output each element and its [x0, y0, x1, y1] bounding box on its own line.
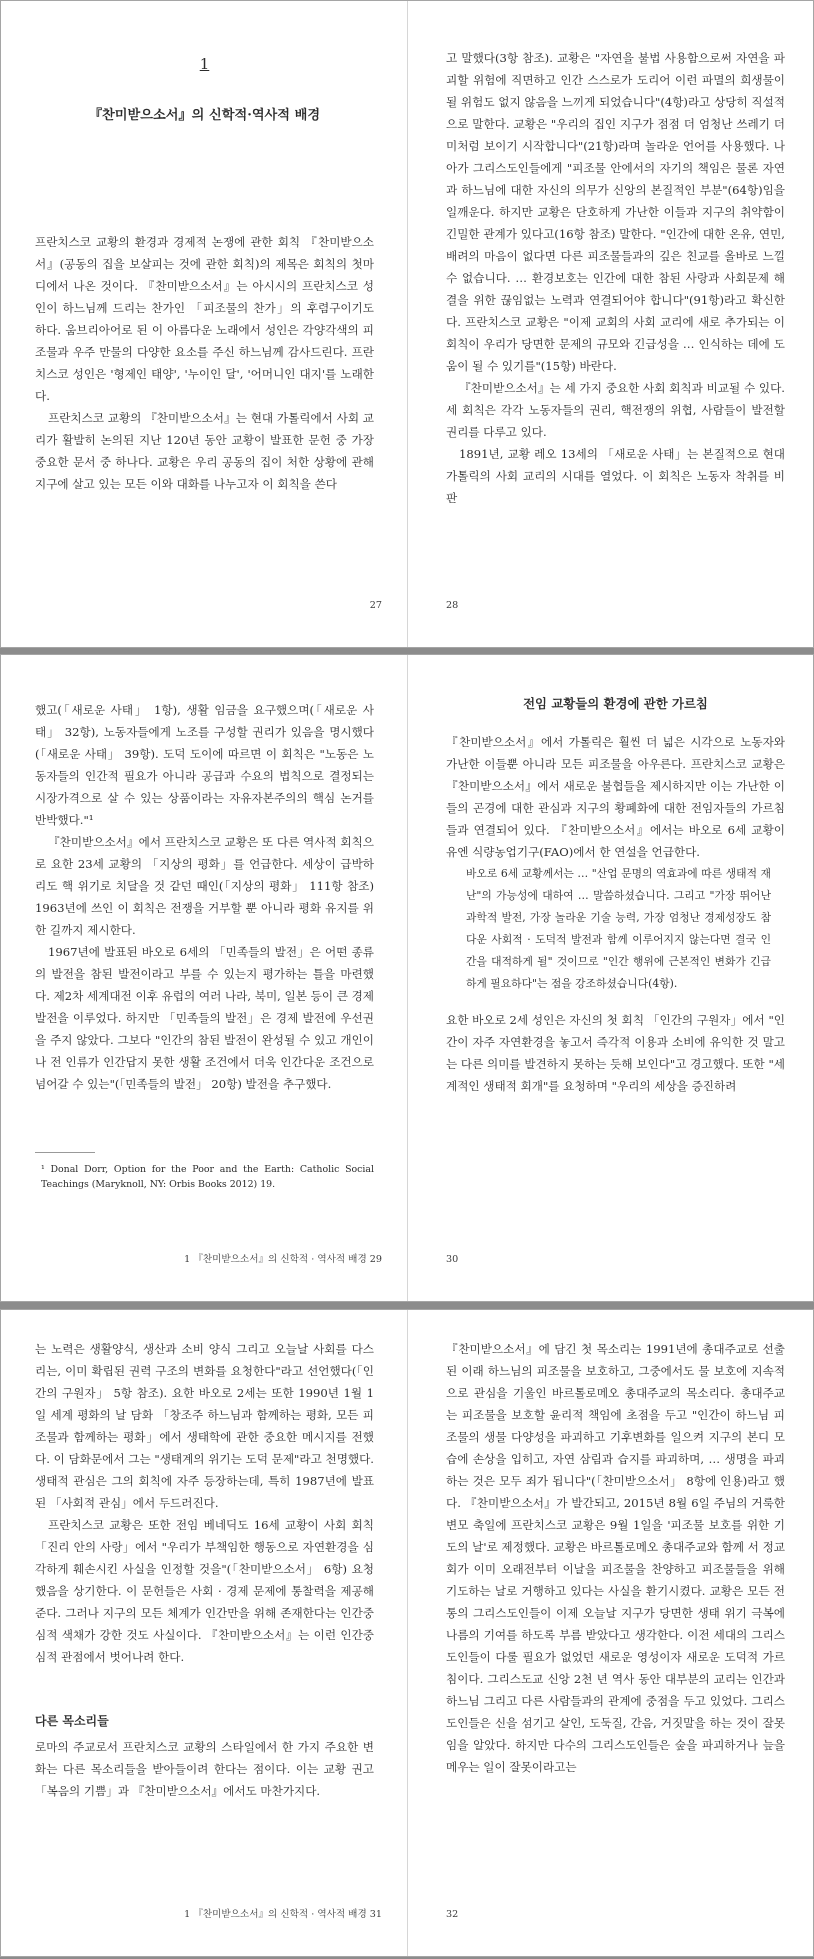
paragraph: 『찬미받으소서』에서 프란치스코 교황은 또 다른 역사적 회칙으로 요한 23세 교황의 「지상의 평화」를 언급한다. 세상이 급박하리도 핵 위기로 치달을 것 같던 때인(「지상의 평화」 111항 참조) 1963년에 쓰인 이 회칙은 전쟁을 거부할 뿐 아니라 평화 유지를 위한 길까지 제시한다. [35, 835, 374, 937]
paragraph: 1891년, 교황 레오 13세의 「새로운 사태」는 본질적으로 현대 가톨릭의 사회 교리의 시대를 열었다. 이 회칙은 노동자 착취를 비판 [446, 447, 785, 505]
page-28 [408, 1, 814, 647]
running-head: 1 『찬미받으소서』의 신학적 · 역사적 배경 [184, 1909, 367, 1920]
body-text [35, 1338, 374, 1668]
paragraph: 는 노력은 생활양식, 생산과 소비 양식 그리고 오늘날 사회를 다스리는, 이미 확립된 권력 구조의 변화를 요청한다"라고 선언했다(「인간의 구원자」 5항 참조). 요한 바오로 2세는 또한 1990년 1월 1일 세계 평화의 날 담화 「창조주 하느님과 함께하는 평화, 모든 피조물과 함께하는 평화」에서 생태학에 관한 중요한 메시지를 전했다. 이 담화문에서 그는 "생태계의 위기는 도덕 문제"라고 천명했다. 생태적 관심은 그의 회칙에 자주 등장하는데, 특히 1987년에 발표된 「사회적 관심」에서 두드러진다. [35, 1342, 374, 1510]
paragraph: 프란치스코 교황은 또한 전임 베네딕도 16세 교황이 사회 회칙 「진리 안의 사랑」에서 "우리가 부책임한 행동으로 자연환경을 심각하게 훼손시킨 사실을 인정할 것을"(「찬미받으소서」 6항) 요청했음을 상기한다. 이 문헌들은 사회 · 경제 문제에 통찰력을 제공해준다. 그러나 지구의 모든 체계가 인간만을 위해 존재한다는 인간중심적 색채가 강한 것도 사실이다. 『찬미받으소서』는 이런 인간중심적 관점에서 벗어나려 한다. [35, 1518, 374, 1664]
running-head: 1 『찬미받으소서』의 신학적 · 역사적 배경 [184, 1254, 367, 1265]
body-text [35, 699, 374, 1095]
paragraph: 『찬미받으소서』에 담긴 첫 목소리는 1991년에 총대주교로 선출된 이래 하느님의 피조물을 보호하고, 그중에서도 물 보호에 지속적으로 관심을 기울인 바르톨로메오 총대주교의 목소리다. 총대주교는 피조물을 보호할 윤리적 책임에 초점을 두고 "인간이 하느님 피조물의 생물 다양성을 파괴하고 기후변화를 일으켜 지구의 본디 모습에 손상을 입히고, 자연 삼림과 습지를 파괴하며, … 생명을 파괴하는 것은 모두 죄가 됩니다"(「찬미받으소서」 8항에 인용)라고 했다. 『찬미받으소서』가 발간되고, 2015년 8월 6일 주님의 거룩한 변모 축일에 프란치스코 교황은 9월 1일을 '피조물 보호를 위한 기도의 날'로 제정했다. 교황은 바르톨로메오 총대주교와 함께 서 정교회가 이미 오래전부터 이날을 피조물을 찬양하고 피조물들을 위해 기도하는 날로 거행하고 있다는 사실을 환기시켰다. 교황은 모든 전통의 그리스도인들이 이제 오늘날 지구가 당면한 생태 위기 극복에 나름의 기여를 하도록 부름 받았다고 생각한다. 이전 세대의 그리스도인들이 다룰 필요가 없었던 새로운 영성이자 새로운 도덕적 가르침이다. 그리스도교 신앙 2천 년 역사 동안 대부분의 교리는 인간과 하느님 그리고 다른 사람들과의 관계에 중점을 두고 있었다. 그리스도인들은 신을 섬기고 살인, 도둑질, 간음, 거짓말을 하는 것이 잘못임을 알았다. 하지만 다수의 그리스도인들은 숲을 파괴하거나 늪을 메우는 일이 잘못이라고는 [446, 1342, 785, 1774]
footnote: ¹ Donal Dorr, Option for the Poor and the Earth: Catholic Social Teachings (Maryknoll, NY: Orbis Books 2012) 19. [41, 1164, 374, 1190]
paragraph: 했고(「새로운 사태」 1항), 생활 임금을 요구했으며(「새로운 사태」 32항), 노동자들에게 노조를 구성할 권리가 있음을 명시했다(「새로운 사태」 39항). 도덕 도이에 따르면 이 회칙은 "노동은 노동자들의 인간적 필요가 아니라 공급과 수요의 법칙으로 결정되는 시장가격으로 살 수 있는 상품이라는 자유자본주의의 핵심 논거를 반박했다."¹ [35, 703, 374, 827]
section-title: 전임 교황들의 환경에 관한 가르침 [523, 696, 708, 711]
body-text [35, 231, 374, 495]
paragraph: 『찬미받으소서』는 세 가지 중요한 사회 회칙과 비교될 수 있다. 세 회칙은 각각 노동자들의 권리, 핵전쟁의 위협, 사람들이 발전할 권리를 다루고 있다. [446, 381, 785, 439]
book-spread-1 [0, 0, 814, 648]
paragraph: 1967년에 발표된 바오로 6세의 「민족들의 발전」은 어떤 종류의 발전을 참된 발전이라고 부를 수 있는지 평가하는 틀을 마련했다. 제2차 세계대전 이후 유럽의 여러 나라, 북미, 일본 등이 큰 경제 발전을 이루었다. 하지만 「민족들의 발전」은 경제 발전에 우선권을 주지 않았다. 그보다 "인간의 참된 발전이 완성될 수 있고 개인이나 전 인류가 인간답지 못한 생활 조건에서 더욱 인간다운 조건으로 넘어갈 수 있는"(「민족들의 발전」 20항) 발전을 추구했다. [35, 945, 374, 1091]
running-head-folio [184, 1906, 382, 1920]
paragraph: 고 말했다(3항 참조). 교황은 "자연을 불법 사용함으로써 자연을 파괴할 위험에 직면하고 인간 스스로가 도리어 이런 파멸의 희생물이 될 위험도 없지 않음을 느끼게 되었습니다"(4항)라고 상당히 직설적으로 말한다. 교황은 "우리의 집인 지구가 점점 더 엄청난 쓰레기 더미처럼 보이기 시작합니다"(21항)라며 놀라운 언어를 사용했다. 나아가 그리스도인들에게 "피조물 안에서의 자기의 책임은 물론 자연과 하느님에 대한 자신의 의무가 신앙의 본질적인 부분"(64항)임을 일깨운다. 하지만 교황은 단호하게 가난한 이들과 지구의 취약함이 긴밀한 관계가 있다고(16항 참조) 말한다. "인간에 대한 온유, 연민, 배려의 마음이 없다면 다른 피조물들과의 깊은 친교를 올바로 느낄 수 없습니다. … 환경보호는 인간에 대한 참된 사랑과 사회문제 해결을 위한 끊임없는 노력과 연결되어야 합니다"(91항)라고 확신한다. 프란치스코 교황은 "이제 교회의 사회 교리에 새로 추가되는 이 회칙이 우리가 당면한 문제의 규모와 긴급성을 … 인식하는 데에 도움이 될 수 있기를"(15항) 바란다. [446, 51, 785, 373]
paragraph: 프란치스코 교황의 『찬미받으소서』는 현대 가톨릭에서 사회 교리가 활발히 논의된 지난 120년 동안 교황이 발표한 문헌 중 가장 중요한 문서 중 하나다. 교황은 우리 공동의 집이 처한 상황에 관해 지구에 살고 있는 모든 이와 대화를 나누고자 이 회칙을 쓴다 [35, 411, 374, 491]
subsection [35, 1710, 374, 1802]
section-heading [446, 693, 785, 715]
block-quote [466, 863, 771, 995]
page-number: 27 [369, 600, 382, 611]
page-number: 28 [446, 600, 459, 611]
page-number: 31 [369, 1909, 382, 1920]
paragraph: 『찬미받으소서』에서 가톨릭은 훨씬 더 넓은 시각으로 노동자와 가난한 이들뿐 아니라 모든 피조물을 아우른다. 프란치스코 교황은 『찬미받으소서』에서 새로운 불협들을 제시하지만 이는 가난한 이들의 곤경에 대한 관심과 지구의 황폐화에 대한 전임자들의 가르침들과 연결되어 있다. 『찬미받으소서』에서는 바오로 6세 교황이 유엔 식량농업기구(FAO)에서 한 연설을 언급한다. [446, 735, 785, 859]
body-text [446, 1338, 785, 1778]
book-spread-2 [0, 654, 814, 1302]
subheading: 다른 목소리들 [35, 1714, 109, 1728]
body-text [446, 47, 785, 509]
book-spread-3 [0, 1309, 814, 1957]
page-29 [1, 655, 408, 1301]
chapter-number: 1 [199, 55, 210, 73]
page-27 [1, 1, 408, 647]
page-number: 32 [446, 1909, 459, 1920]
running-head-folio [184, 1251, 382, 1265]
body-text [446, 1009, 785, 1097]
page-30 [408, 655, 814, 1301]
chapter-title: 『찬미받으소서』의 신학적·역사적 배경 [88, 108, 321, 123]
body-text [446, 731, 785, 863]
page-number: 29 [369, 1254, 382, 1265]
page-31 [1, 1310, 408, 1956]
footnote-block [41, 1162, 374, 1192]
paragraph: 요한 바오로 2세 성인은 자신의 첫 회칙 「인간의 구원자」에서 "인간이 자주 자연환경을 놓고서 즉각적 이용과 소비에 유익한 것 말고는 다른 의미를 발견하지 못하는 듯해 보인다"고 경고했다. 또한 "세계적인 생태적 회개"를 요청하며 "우리의 세상을 증진하려 [446, 1013, 785, 1093]
quote-text: 바오로 6세 교황께서는 … "산업 문명의 역효과에 따른 생태적 재난"의 가능성에 대하여 … 말씀하셨습니다. 그리고 "가장 뛰어난 과학적 발전, 가장 놀라운 기술 능력, 가장 엄청난 경제성장도 참다운 사회적 · 도덕적 발전과 함께 이루어지지 않는다면 결국 인간을 대적하게 될" 것이므로 "인간 행위에 근본적인 변화가 긴급하게 필요하다"는 점을 강조하셨습니다(4항). [466, 867, 771, 990]
paragraph: 로마의 주교로서 프란치스코 교황의 스타일에서 한 가지 주요한 변화는 다른 목소리들을 받아들이려 한다는 점이다. 이는 교황 권고 「복음의 기쁨」과 『찬미받으소서』에서도 마찬가지다. [35, 1740, 374, 1798]
chapter-heading [35, 53, 374, 127]
footnote-rule [35, 1152, 95, 1153]
paragraph: 프란치스코 교황의 환경과 경제적 논쟁에 관한 회칙 『찬미받으소서』(공동의 집을 보살피는 것에 관한 회칙)의 제목은 회칙의 첫마디에서 나온 것이다. 『찬미받으소서』는 아시시의 프란치스코 성인이 하느님께 드리는 찬가인 「피조물의 찬가」의 후렴구이기도 하다. 움브리아어로 된 이 아름다운 노래에서 성인은 각양각색의 피조물과 우주 만물의 다양한 요소를 주신 하느님께 감사드린다. 프란치스코 성인은 '형제인 태양', '누이인 달', '어머니인 대지'를 노래한다. [35, 235, 374, 403]
page-number: 30 [446, 1254, 459, 1265]
page-32 [408, 1310, 814, 1956]
